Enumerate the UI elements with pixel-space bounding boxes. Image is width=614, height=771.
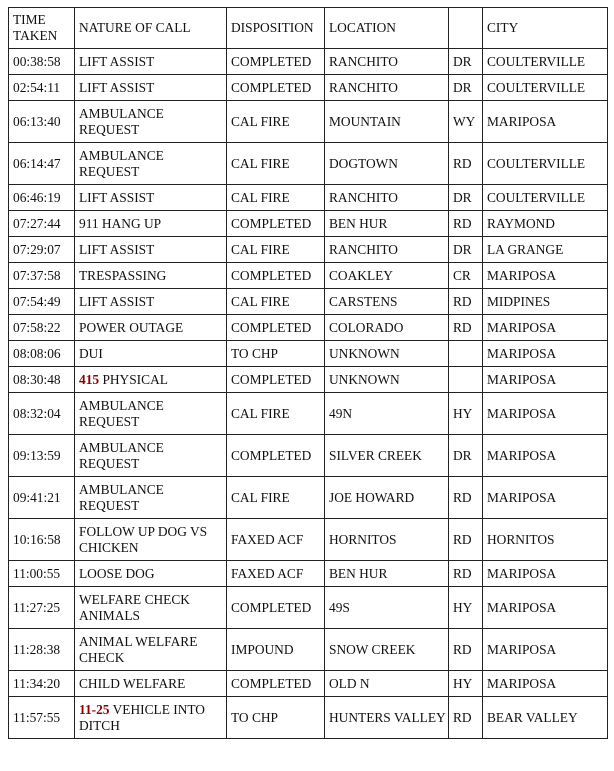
city-cell: MARIPOSA: [483, 629, 608, 671]
disposition-cell: COMPLETED: [227, 263, 325, 289]
nature-text: TRESPASSING: [79, 267, 167, 283]
table-row: [9, 671, 608, 697]
header-nature-of-call: NATURE OF CALL: [75, 8, 227, 49]
call-log-body: [9, 49, 608, 739]
nature-text: AMBULANCE REQUEST: [79, 397, 168, 429]
location-cell: MOUNTAIN: [325, 101, 449, 143]
table-row: [9, 49, 608, 75]
city-cell: BEAR VALLEY: [483, 697, 608, 739]
city-cell: MARIPOSA: [483, 101, 608, 143]
nature-text: VEHICLE INTO DITCH: [79, 701, 209, 733]
street-suffix-cell: [449, 367, 483, 393]
city-cell: MIDPINES: [483, 289, 608, 315]
location-cell: SNOW CREEK: [325, 629, 449, 671]
time-taken-cell: 07:29:07: [9, 237, 75, 263]
city-cell: MARIPOSA: [483, 587, 608, 629]
nature-of-call-cell: [75, 435, 227, 477]
table-row: [9, 587, 608, 629]
nature-text: LIFT ASSIST: [79, 53, 155, 69]
street-suffix-cell: [449, 341, 483, 367]
time-taken-cell: 11:00:55: [9, 561, 75, 587]
time-taken-cell: 08:30:48: [9, 367, 75, 393]
nature-text: CHILD WELFARE: [79, 675, 186, 691]
disposition-cell: CAL FIRE: [227, 143, 325, 185]
disposition-cell: COMPLETED: [227, 671, 325, 697]
disposition-cell: COMPLETED: [227, 587, 325, 629]
location-cell: JOE HOWARD: [325, 477, 449, 519]
location-cell: BEN HUR: [325, 211, 449, 237]
disposition-cell: CAL FIRE: [227, 237, 325, 263]
location-cell: COLORADO: [325, 315, 449, 341]
city-cell: MARIPOSA: [483, 315, 608, 341]
time-taken-cell: 07:37:58: [9, 263, 75, 289]
city-cell: MARIPOSA: [483, 367, 608, 393]
table-row: [9, 75, 608, 101]
time-taken-cell: 11:34:20: [9, 671, 75, 697]
time-taken-cell: 06:13:40: [9, 101, 75, 143]
nature-of-call-cell: [75, 101, 227, 143]
nature-text: DUI: [79, 345, 103, 361]
table-row: [9, 477, 608, 519]
street-suffix-cell: DR: [449, 185, 483, 211]
city-cell: HORNITOS: [483, 519, 608, 561]
nature-text: LIFT ASSIST: [79, 79, 155, 95]
location-cell: RANCHITO: [325, 237, 449, 263]
nature-of-call-cell: [75, 341, 227, 367]
time-taken-cell: 07:58:22: [9, 315, 75, 341]
table-row: [9, 341, 608, 367]
location-cell: BEN HUR: [325, 561, 449, 587]
street-suffix-cell: DR: [449, 435, 483, 477]
street-suffix-cell: RD: [449, 315, 483, 341]
nature-text: AMBULANCE REQUEST: [79, 481, 168, 513]
nature-text: FOLLOW UP DOG VS CHICKEN: [79, 523, 211, 555]
table-row: [9, 519, 608, 561]
header-time-taken: TIME TAKEN: [9, 8, 75, 49]
call-code: 415: [79, 371, 100, 387]
location-cell: DOGTOWN: [325, 143, 449, 185]
table-row: [9, 289, 608, 315]
city-cell: MARIPOSA: [483, 561, 608, 587]
disposition-cell: CAL FIRE: [227, 477, 325, 519]
city-cell: MARIPOSA: [483, 671, 608, 697]
time-taken-cell: 09:13:59: [9, 435, 75, 477]
nature-of-call-cell: [75, 561, 227, 587]
header-city: CITY: [483, 8, 608, 49]
nature-text: 911 HANG UP: [79, 215, 162, 231]
nature-of-call-cell: [75, 367, 227, 393]
time-taken-cell: 06:14:47: [9, 143, 75, 185]
nature-of-call-cell: [75, 185, 227, 211]
nature-text: AMBULANCE REQUEST: [79, 105, 168, 137]
nature-text: LOOSE DOG: [79, 565, 155, 581]
table-row: [9, 185, 608, 211]
nature-of-call-cell: [75, 289, 227, 315]
time-taken-cell: 11:27:25: [9, 587, 75, 629]
city-cell: MARIPOSA: [483, 393, 608, 435]
nature-of-call-cell: [75, 519, 227, 561]
street-suffix-cell: RD: [449, 289, 483, 315]
street-suffix-cell: RD: [449, 629, 483, 671]
disposition-cell: CAL FIRE: [227, 185, 325, 211]
street-suffix-cell: DR: [449, 237, 483, 263]
disposition-cell: TO CHP: [227, 697, 325, 739]
nature-of-call-cell: [75, 75, 227, 101]
table-row: [9, 435, 608, 477]
city-cell: LA GRANGE: [483, 237, 608, 263]
location-cell: RANCHITO: [325, 185, 449, 211]
nature-of-call-cell: [75, 587, 227, 629]
city-cell: MARIPOSA: [483, 435, 608, 477]
disposition-cell: FAXED ACF: [227, 561, 325, 587]
header-disposition: DISPOSITION: [227, 8, 325, 49]
table-row: [9, 367, 608, 393]
nature-of-call-cell: [75, 477, 227, 519]
table-row: [9, 263, 608, 289]
street-suffix-cell: RD: [449, 561, 483, 587]
street-suffix-cell: HY: [449, 587, 483, 629]
street-suffix-cell: RD: [449, 519, 483, 561]
time-taken-cell: 02:54:11: [9, 75, 75, 101]
disposition-cell: COMPLETED: [227, 435, 325, 477]
street-suffix-cell: HY: [449, 393, 483, 435]
city-cell: RAYMOND: [483, 211, 608, 237]
nature-of-call-cell: [75, 671, 227, 697]
time-taken-cell: 10:16:58: [9, 519, 75, 561]
location-cell: RANCHITO: [325, 49, 449, 75]
table-row: [9, 697, 608, 739]
nature-of-call-cell: [75, 263, 227, 289]
time-taken-cell: 07:27:44: [9, 211, 75, 237]
table-row: [9, 237, 608, 263]
nature-text: LIFT ASSIST: [79, 241, 155, 257]
street-suffix-cell: RD: [449, 477, 483, 519]
nature-of-call-cell: [75, 393, 227, 435]
header-street-suffix: [449, 8, 483, 49]
location-cell: HORNITOS: [325, 519, 449, 561]
city-cell: MARIPOSA: [483, 341, 608, 367]
nature-text: AMBULANCE REQUEST: [79, 147, 168, 179]
time-taken-cell: 11:28:38: [9, 629, 75, 671]
location-cell: 49N: [325, 393, 449, 435]
nature-of-call-cell: [75, 629, 227, 671]
street-suffix-cell: RD: [449, 211, 483, 237]
street-suffix-cell: CR: [449, 263, 483, 289]
location-cell: SILVER CREEK: [325, 435, 449, 477]
nature-text: ANIMAL WELFARE CHECK: [79, 633, 201, 665]
disposition-cell: CAL FIRE: [227, 101, 325, 143]
nature-of-call-cell: [75, 697, 227, 739]
street-suffix-cell: HY: [449, 671, 483, 697]
nature-text: AMBULANCE REQUEST: [79, 439, 168, 471]
street-suffix-cell: RD: [449, 143, 483, 185]
location-cell: OLD N: [325, 671, 449, 697]
disposition-cell: COMPLETED: [227, 367, 325, 393]
city-cell: COULTERVILLE: [483, 143, 608, 185]
time-taken-cell: 06:46:19: [9, 185, 75, 211]
disposition-cell: COMPLETED: [227, 75, 325, 101]
table-row: [9, 561, 608, 587]
location-cell: 49S: [325, 587, 449, 629]
table-row: [9, 315, 608, 341]
location-cell: UNKNOWN: [325, 367, 449, 393]
table-row: [9, 393, 608, 435]
location-cell: UNKNOWN: [325, 341, 449, 367]
time-taken-cell: 08:08:06: [9, 341, 75, 367]
table-row: [9, 101, 608, 143]
street-suffix-cell: DR: [449, 75, 483, 101]
nature-text: PHYSICAL: [99, 371, 168, 387]
city-cell: COULTERVILLE: [483, 75, 608, 101]
street-suffix-cell: RD: [449, 697, 483, 739]
table-row: [9, 629, 608, 671]
nature-text: LIFT ASSIST: [79, 189, 155, 205]
time-taken-cell: 00:38:58: [9, 49, 75, 75]
time-taken-cell: 08:32:04: [9, 393, 75, 435]
location-cell: HUNTERS VALLEY: [325, 697, 449, 739]
location-cell: COAKLEY: [325, 263, 449, 289]
call-code: 11-25: [79, 701, 110, 717]
street-suffix-cell: WY: [449, 101, 483, 143]
time-taken-cell: 09:41:21: [9, 477, 75, 519]
nature-text: POWER OUTAGE: [79, 319, 184, 335]
disposition-cell: IMPOUND: [227, 629, 325, 671]
disposition-cell: TO CHP: [227, 341, 325, 367]
disposition-cell: CAL FIRE: [227, 289, 325, 315]
nature-of-call-cell: [75, 49, 227, 75]
header-row: [9, 8, 608, 49]
nature-of-call-cell: [75, 237, 227, 263]
time-taken-cell: 07:54:49: [9, 289, 75, 315]
location-cell: CARSTENS: [325, 289, 449, 315]
disposition-cell: COMPLETED: [227, 49, 325, 75]
street-suffix-cell: DR: [449, 49, 483, 75]
call-log-table: [8, 7, 608, 739]
nature-of-call-cell: [75, 315, 227, 341]
city-cell: COULTERVILLE: [483, 49, 608, 75]
disposition-cell: FAXED ACF: [227, 519, 325, 561]
location-cell: RANCHITO: [325, 75, 449, 101]
city-cell: COULTERVILLE: [483, 185, 608, 211]
time-taken-cell: 11:57:55: [9, 697, 75, 739]
disposition-cell: CAL FIRE: [227, 393, 325, 435]
disposition-cell: COMPLETED: [227, 211, 325, 237]
header-location: LOCATION: [325, 8, 449, 49]
city-cell: MARIPOSA: [483, 477, 608, 519]
nature-text: LIFT ASSIST: [79, 293, 155, 309]
disposition-cell: COMPLETED: [227, 315, 325, 341]
nature-text: WELFARE CHECK ANIMALS: [79, 591, 193, 623]
nature-of-call-cell: [75, 143, 227, 185]
table-row: [9, 211, 608, 237]
city-cell: MARIPOSA: [483, 263, 608, 289]
table-row: [9, 143, 608, 185]
nature-of-call-cell: [75, 211, 227, 237]
